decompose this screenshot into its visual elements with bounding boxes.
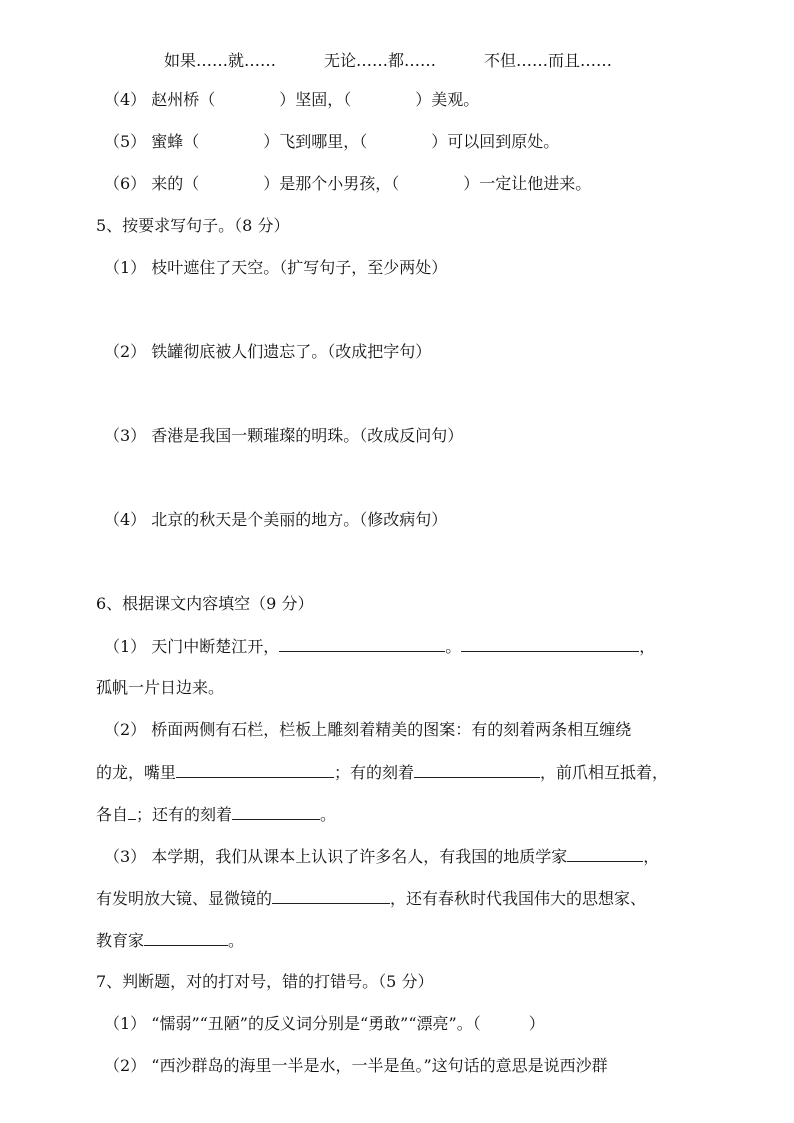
q6-item-1 bbox=[104, 636, 655, 657]
q6-item-3-line-1 bbox=[104, 846, 659, 867]
q6-item-2-text-c: ；有的刻着 bbox=[334, 763, 415, 782]
q6-item-2-blank-3[interactable] bbox=[128, 804, 136, 820]
q6-item-2-text-e: 各自 bbox=[96, 805, 129, 824]
q6-item-3-blank-1[interactable] bbox=[567, 846, 643, 862]
q5-item-4: （4） 北京的秋天是个美丽的地方。（修改病句） bbox=[104, 510, 448, 529]
conjunction-option-2: 无论……都…… bbox=[324, 51, 437, 70]
q6-item-3-text-b: ， bbox=[643, 847, 660, 866]
q6-item-1-blank-1[interactable] bbox=[279, 636, 445, 652]
conjunction-option-3: 不但……而且…… bbox=[484, 51, 613, 70]
q6-item-1-line-2: 孤帆一片日边来。 bbox=[96, 678, 225, 697]
conjunction-option-1: 如果……就…… bbox=[164, 51, 277, 70]
q7-item-1: （1） “懦弱”“丑陋”的反义词分别是“勇敢”“漂亮”。（ ） bbox=[104, 1014, 545, 1033]
q6-item-1-text-b: 。 bbox=[445, 637, 462, 656]
q6-item-3-text-e: 教育家 bbox=[96, 931, 145, 950]
q6-item-3-line-3 bbox=[96, 930, 244, 951]
q5-item-1: （1） 枝叶遮住了天空。（扩写句子，至少两处） bbox=[104, 258, 448, 277]
q6-item-3-blank-2[interactable] bbox=[272, 888, 390, 904]
q7-title: 7、判断题，对的打对号，错的打错号。（5 分） bbox=[96, 972, 434, 991]
fill-item-4: （4） 赵州桥（ ）坚固，（ ）美观。 bbox=[104, 90, 480, 109]
q6-item-3-text-f: 。 bbox=[228, 931, 245, 950]
q7-item-2: （2） “西沙群岛的海里一半是水，一半是鱼。”这句话的意思是说西沙群 bbox=[104, 1056, 608, 1075]
q6-item-3-line-2 bbox=[96, 888, 646, 909]
q6-item-3-text-d: ，还有春秋时代我国伟大的思想家、 bbox=[390, 889, 647, 908]
q6-item-2-line-2 bbox=[96, 762, 668, 783]
q6-item-2-text-g: 。 bbox=[320, 805, 337, 824]
q6-item-2-text-d: ，前爪相互抵着， bbox=[540, 763, 669, 782]
q6-item-2-blank-2[interactable] bbox=[414, 762, 540, 778]
q5-item-2: （2） 铁罐彻底被人们遗忘了。（改成把字句） bbox=[104, 342, 432, 361]
q6-item-2-text-f: ；还有的刻着 bbox=[136, 805, 233, 824]
q6-item-1-blank-2[interactable] bbox=[461, 636, 639, 652]
fill-item-5: （5） 蜜蜂（ ）飞到哪里，（ ）可以回到原处。 bbox=[104, 132, 560, 151]
q6-item-3-blank-3[interactable] bbox=[144, 930, 228, 946]
q6-item-1-text-a: （1） 天门中断楚江开， bbox=[104, 637, 280, 656]
q6-item-2-blank-1[interactable] bbox=[176, 762, 334, 778]
q6-item-3-text-c: 有发明放大镜、显微镜的 bbox=[96, 889, 273, 908]
q6-title: 6、根据课文内容填空（9 分） bbox=[96, 594, 314, 613]
q5-item-3: （3） 香港是我国一颗璀璨的明珠。（改成反问句） bbox=[104, 426, 464, 445]
q6-item-2-line-1: （2） 桥面两侧有石栏，栏板上雕刻着精美的图案：有的刻着两条相互缠绕 bbox=[104, 720, 632, 739]
q6-item-2-text-b: 的龙，嘴里 bbox=[96, 763, 177, 782]
q6-item-3-text-a: （3） 本学期，我们从课本上认识了许多名人，有我国的地质学家 bbox=[104, 847, 568, 866]
fill-item-6: （6） 来的（ ）是那个小男孩，（ ）一定让他进来。 bbox=[104, 174, 592, 193]
q6-item-1-text-c: ， bbox=[639, 637, 656, 656]
q6-item-2-blank-4[interactable] bbox=[232, 804, 320, 820]
q5-title: 5、按要求写句子。（8 分） bbox=[96, 216, 290, 235]
q6-item-2-line-3 bbox=[96, 804, 336, 825]
